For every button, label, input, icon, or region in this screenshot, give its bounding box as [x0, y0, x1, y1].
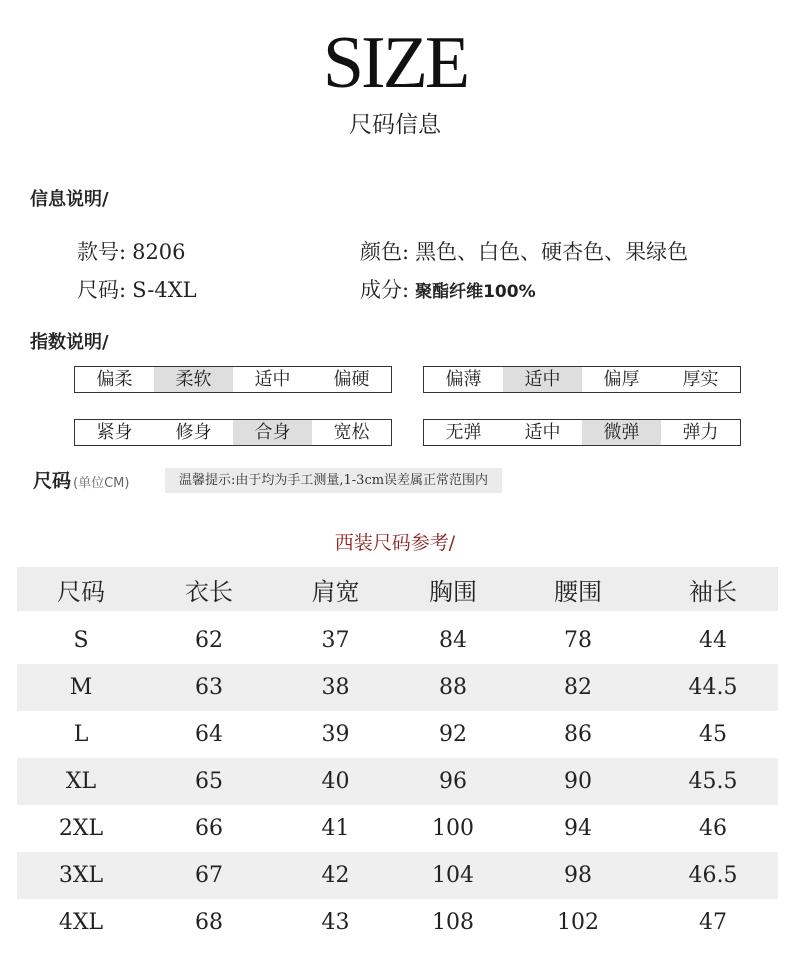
table-cell: 64: [195, 722, 223, 747]
elasticity-option: 弹力: [682, 422, 719, 443]
size-range-label: 尺码:: [77, 278, 127, 302]
table-cell: 78: [564, 628, 592, 653]
colors-value: 黑色、白色、硬杏色、果绿色: [415, 240, 689, 264]
table-cell: L: [73, 722, 89, 747]
table-row: [17, 852, 778, 899]
size-unit: (单位CM): [73, 476, 130, 491]
softness-option: 柔软: [154, 367, 233, 392]
thickness-option: 偏厚: [603, 369, 640, 390]
table-cell: 44.5: [688, 675, 738, 700]
table-cell: 96: [439, 769, 467, 794]
fit-option: 合身: [233, 420, 312, 445]
size-range-value: S-4XL: [132, 278, 197, 302]
table-cell: 100: [432, 816, 474, 841]
fit-option: 宽松: [333, 422, 370, 443]
table-cell: 44: [699, 628, 727, 653]
table-cell: 62: [195, 628, 223, 653]
table-cell: 98: [564, 863, 592, 888]
table-cell: 86: [564, 722, 592, 747]
size-section-label: [33, 466, 129, 493]
table-cell: 67: [195, 863, 223, 888]
table-header-cell: 尺码: [57, 577, 105, 606]
table-header-cell: 胸围: [429, 577, 477, 606]
thickness-option: 厚实: [682, 369, 719, 390]
table-cell: M: [69, 675, 93, 700]
table-cell: 94: [564, 816, 592, 841]
thickness-option: 适中: [503, 367, 582, 392]
table-header-row: [17, 567, 778, 611]
table-cell: 88: [439, 675, 467, 700]
style-number-label: 款号:: [77, 240, 127, 264]
table-cell: 46: [699, 816, 727, 841]
table-cell: 43: [321, 910, 350, 935]
table-cell: 38: [321, 675, 350, 700]
measurement-tip: 温馨提示:由于均为手工测量,1-3cm误差属正常范围内: [165, 468, 502, 493]
material-value: 聚酯纤维100%: [415, 282, 536, 302]
table-cell: 68: [195, 910, 223, 935]
table-cell: 2XL: [58, 816, 104, 841]
table-cell: 92: [439, 722, 467, 747]
index-section-label: 指数说明/: [30, 332, 109, 353]
table-cell: 46.5: [688, 863, 738, 888]
table-cell: 102: [557, 910, 599, 935]
table-cell: 82: [564, 675, 592, 700]
fit-option: 紧身: [96, 422, 133, 443]
size-range-line: [77, 274, 197, 304]
table-cell: XL: [65, 769, 97, 794]
table-row: [17, 805, 778, 852]
thickness-option: 偏薄: [445, 369, 482, 390]
table-cell: 42: [321, 863, 350, 888]
table-cell: 47: [699, 910, 727, 935]
softness-option: 适中: [254, 369, 291, 390]
fit-rating: [74, 419, 392, 446]
table-cell: 104: [432, 863, 474, 888]
page-subtitle: 尺码信息: [349, 112, 441, 138]
table-cell: 45: [699, 722, 727, 747]
thickness-rating: [423, 366, 741, 393]
table-row: [17, 617, 778, 664]
table-header-cell: 衣长: [185, 577, 233, 606]
fit-option: 修身: [175, 422, 212, 443]
table-cell: 65: [195, 769, 223, 794]
softness-option: 偏硬: [333, 369, 370, 390]
table-cell: 4XL: [58, 910, 104, 935]
table-row: [17, 899, 778, 946]
table-header-cell: 肩宽: [311, 577, 360, 606]
table-row: [17, 664, 778, 711]
softness-option: 偏柔: [96, 369, 133, 390]
table-cell: 39: [321, 722, 350, 747]
softness-rating: [74, 366, 392, 393]
style-number-line: [77, 236, 186, 266]
elasticity-option: 无弹: [445, 422, 482, 443]
size-table: [17, 567, 778, 946]
page-title: SIZE: [322, 22, 468, 104]
table-header-cell: 腰围: [554, 577, 602, 606]
elasticity-rating: [423, 419, 741, 446]
table-header-cell: 袖长: [689, 577, 737, 606]
style-number-value: 8206: [132, 240, 186, 264]
table-cell: 66: [195, 816, 223, 841]
table-cell: S: [73, 628, 89, 653]
table-row: [17, 711, 778, 758]
table-cell: 63: [195, 675, 223, 700]
table-cell: 108: [432, 910, 474, 935]
table-cell: 45.5: [688, 769, 738, 794]
elasticity-option: 适中: [524, 422, 561, 443]
table-caption: 西装尺码参考/: [334, 532, 456, 554]
colors-label: 颜色:: [360, 240, 410, 264]
colors-line: [360, 236, 688, 266]
size-label-text: 尺码: [33, 470, 72, 492]
material-label: 成分:: [360, 278, 410, 302]
table-cell: 40: [321, 769, 350, 794]
table-row: [17, 758, 778, 805]
table-cell: 84: [439, 628, 467, 653]
table-cell: 37: [321, 628, 350, 653]
info-section-label: 信息说明/: [30, 189, 109, 210]
table-cell: 41: [321, 816, 350, 841]
material-line: [360, 274, 536, 304]
table-cell: 90: [564, 769, 592, 794]
table-cell: 3XL: [58, 863, 104, 888]
elasticity-option: 微弹: [582, 420, 661, 445]
